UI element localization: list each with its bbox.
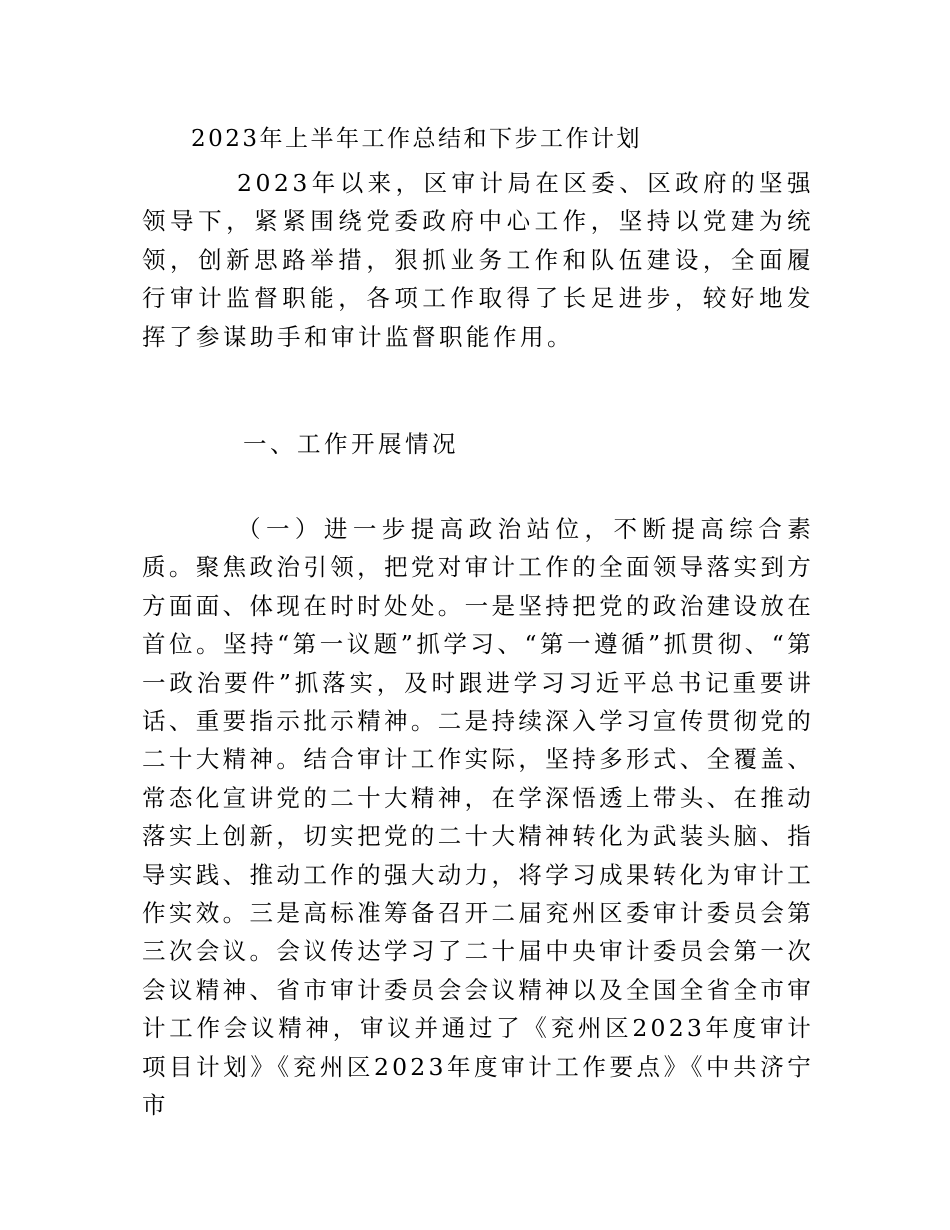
section-heading: 一、工作开展情况 [243, 430, 459, 458]
intro-paragraph: 2023年以来，区审计局在区委、区政府的坚强领导下，紧紧围绕党委政府中心工作，坚持以党建为统领，创新思路举措，狠抓业务工作和队伍建设，全面履行审计监督职能，各项工作取得了长足进步，较好地发挥了参谋助手和审计监督职能作用。 [142, 169, 814, 351]
section-one-paragraph: （一）进一步提高政治站位，不断提高综合素质。聚焦政治引领，把党对审计工作的全面领导落实到方方面面、体现在时时处处。一是坚持把党的政治建设放在首位。坚持“第一议题”抓学习、“第一遵循”抓贯彻、“第一政治要件”抓落实，及时跟进学习习近平总书记重要讲话、重要指示批示精神。二是持续深入学习宣传贯彻党的二十大精神。结合审计工作实际，坚持多形式、全覆盖、常态化宣讲党的二十大精神，在学深悟透上带头、在推动落实上创新，切实把党的二十大精神转化为武装头脑、指导实践、推动工作的强大动力，将学习成果转化为审计工作实效。三是高标准筹备召开二届兖州区委审计委员会第三次会议。会议传达学习了二十届中央审计委员会第一次会议精神、省市审计委员会会议精神以及全国全省全市审计工作会议精神，审议并通过了《兖州区2023年度审计项目计划》《兖州区2023年度审计工作要点》《中共济宁市 [142, 515, 814, 1120]
document-title: 2023年上半年工作总结和下步工作计划 [191, 126, 643, 152]
